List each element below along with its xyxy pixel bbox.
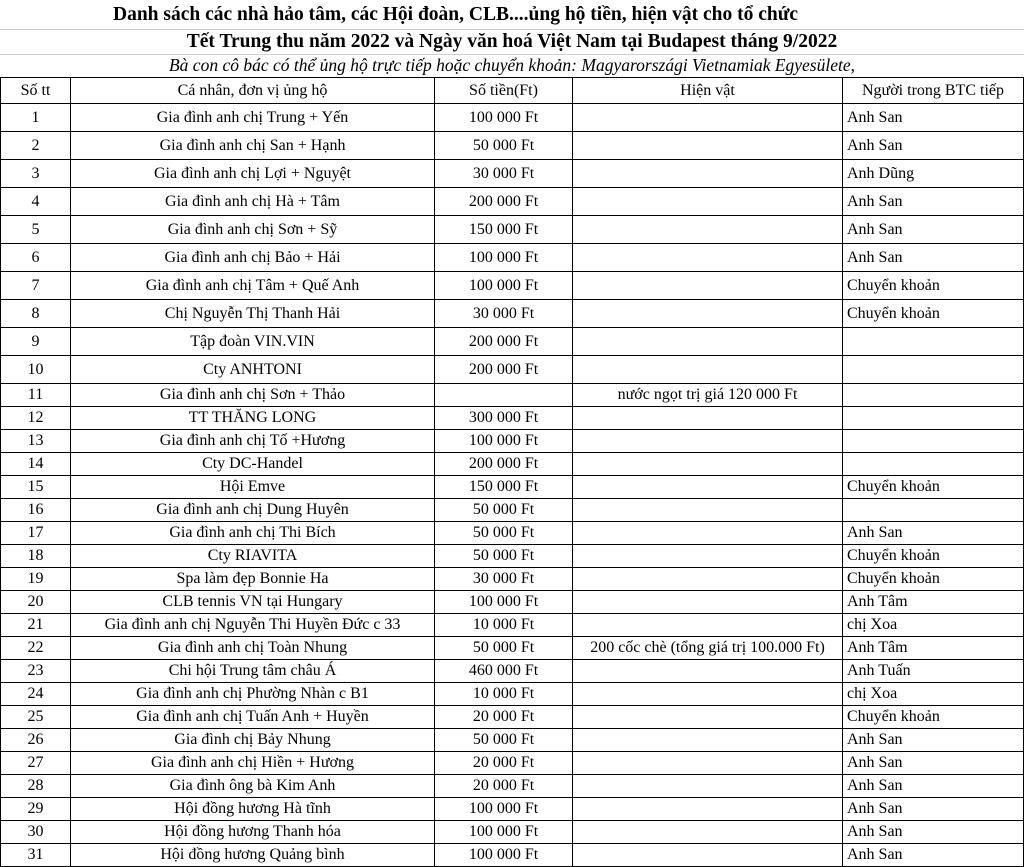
document-title: Danh sách các nhà hảo tâm, các Hội đoàn, CLB....ủng hộ tiền, hiện vật cho tổ chức [113, 4, 799, 25]
table-row [1, 328, 1024, 356]
cell-stt: 28 [1, 775, 71, 798]
table-row [1, 188, 1024, 216]
header-receiver: Người trong BTC tiếp [843, 78, 1024, 104]
cell-amount: 30 000 Ft [435, 300, 573, 328]
cell-stt: 2 [1, 132, 71, 160]
table-row [1, 775, 1024, 798]
cell-item [573, 132, 843, 160]
cell-stt: 18 [1, 545, 71, 568]
cell-amount: 50 000 Ft [435, 132, 573, 160]
table-header-row [1, 78, 1024, 104]
transfer-note: Bà con cô bác có thể ủng hộ trực tiếp hoặc chuyển khoản: Magyarországi Vietnamiak Egyesülete, [0, 54, 1024, 77]
cell-receiver: Anh San [843, 844, 1024, 867]
cell-item [573, 614, 843, 637]
cell-name: Hội đồng hương Thanh hóa [71, 821, 435, 844]
table-row [1, 798, 1024, 821]
cell-stt: 24 [1, 683, 71, 706]
cell-receiver: Anh San [843, 188, 1024, 216]
cell-amount: 50 000 Ft [435, 522, 573, 545]
cell-amount [435, 384, 573, 407]
cell-item [573, 356, 843, 384]
cell-amount: 100 000 Ft [435, 244, 573, 272]
cell-item [573, 798, 843, 821]
cell-name: Gia đình anh chị Nguyễn Thi Huyền Đức c 33 [71, 614, 435, 637]
cell-amount: 100 000 Ft [435, 272, 573, 300]
cell-amount: 50 000 Ft [435, 499, 573, 522]
cell-receiver: Anh San [843, 775, 1024, 798]
cell-stt: 29 [1, 798, 71, 821]
cell-amount: 10 000 Ft [435, 614, 573, 637]
cell-name: Gia đình anh chị San + Hạnh [71, 132, 435, 160]
cell-name: Gia đình anh chị Sơn + Sỹ [71, 216, 435, 244]
table-row [1, 844, 1024, 867]
cell-amount: 100 000 Ft [435, 430, 573, 453]
cell-amount: 150 000 Ft [435, 476, 573, 499]
cell-stt: 31 [1, 844, 71, 867]
cell-item [573, 844, 843, 867]
cell-amount: 50 000 Ft [435, 729, 573, 752]
table-row [1, 591, 1024, 614]
cell-receiver: Chuyển khoản [843, 568, 1024, 591]
cell-receiver: Anh San [843, 821, 1024, 844]
cell-amount: 200 000 Ft [435, 356, 573, 384]
cell-name: Gia đình anh chị Toàn Nhung [71, 637, 435, 660]
cell-stt: 22 [1, 637, 71, 660]
cell-amount: 300 000 Ft [435, 407, 573, 430]
cell-amount: 20 000 Ft [435, 752, 573, 775]
cell-receiver: Anh San [843, 522, 1024, 545]
cell-receiver [843, 499, 1024, 522]
cell-name: Gia đình anh chị Hà + Tâm [71, 188, 435, 216]
cell-receiver [843, 328, 1024, 356]
cell-item [573, 683, 843, 706]
cell-amount: 20 000 Ft [435, 775, 573, 798]
cell-receiver: Chuyển khoản [843, 272, 1024, 300]
table-row [1, 568, 1024, 591]
cell-stt: 14 [1, 453, 71, 476]
cell-name: Gia đình anh chị Bảo + Hải [71, 244, 435, 272]
cell-name: Gia đình anh chị Hiền + Hương [71, 752, 435, 775]
cell-name: Gia đình chị Bảy Nhung [71, 729, 435, 752]
cell-stt: 13 [1, 430, 71, 453]
cell-item [573, 216, 843, 244]
cell-item [573, 476, 843, 499]
cell-receiver [843, 407, 1024, 430]
cell-receiver: Anh Tâm [843, 637, 1024, 660]
cell-receiver: Anh San [843, 798, 1024, 821]
cell-item [573, 660, 843, 683]
table-row [1, 752, 1024, 775]
cell-name: Chi hội Trung tâm châu Á [71, 660, 435, 683]
cell-receiver: Anh San [843, 729, 1024, 752]
cell-receiver: Anh San [843, 132, 1024, 160]
cell-item: 200 cốc chè (tổng giá trị 100.000 Ft) [573, 637, 843, 660]
cell-name: Gia đình anh chị Dung Huyên [71, 499, 435, 522]
cell-item [573, 775, 843, 798]
cell-amount: 20 000 Ft [435, 706, 573, 729]
table-row [1, 683, 1024, 706]
table-row [1, 216, 1024, 244]
cell-amount: 100 000 Ft [435, 821, 573, 844]
cell-receiver: Chuyển khoản [843, 545, 1024, 568]
cell-name: Gia đình anh chị Sơn + Thảo [71, 384, 435, 407]
cell-stt: 12 [1, 407, 71, 430]
cell-stt: 8 [1, 300, 71, 328]
cell-name: Gia đình anh chị Tâm + Quế Anh [71, 272, 435, 300]
table-row [1, 614, 1024, 637]
cell-receiver [843, 453, 1024, 476]
cell-amount: 50 000 Ft [435, 637, 573, 660]
cell-stt: 20 [1, 591, 71, 614]
cell-name: Cty DC-Handel [71, 453, 435, 476]
cell-receiver: chị Xoa [843, 614, 1024, 637]
cell-stt: 25 [1, 706, 71, 729]
cell-item [573, 104, 843, 132]
cell-item [573, 407, 843, 430]
cell-amount: 10 000 Ft [435, 683, 573, 706]
header-name: Cá nhân, đơn vị ủng hộ [71, 78, 435, 104]
cell-receiver [843, 430, 1024, 453]
cell-amount: 30 000 Ft [435, 160, 573, 188]
cell-amount: 460 000 Ft [435, 660, 573, 683]
table-row [1, 499, 1024, 522]
cell-name: Spa làm đẹp Bonnie Ha [71, 568, 435, 591]
document-subtitle: Tết Trung thu năm 2022 và Ngày văn hoá Việt Nam tại Budapest tháng 9/2022 [0, 29, 1024, 54]
cell-name: Cty RIAVITA [71, 545, 435, 568]
cell-item [573, 160, 843, 188]
cell-stt: 16 [1, 499, 71, 522]
table-row [1, 407, 1024, 430]
cell-stt: 27 [1, 752, 71, 775]
cell-item [573, 706, 843, 729]
table-row [1, 356, 1024, 384]
table-row [1, 272, 1024, 300]
cell-stt: 17 [1, 522, 71, 545]
cell-item [573, 300, 843, 328]
table-row [1, 384, 1024, 407]
header-item: Hiện vật [573, 78, 843, 104]
cell-stt: 6 [1, 244, 71, 272]
cell-item [573, 522, 843, 545]
cell-stt: 26 [1, 729, 71, 752]
cell-amount: 200 000 Ft [435, 453, 573, 476]
donor-table [0, 77, 1024, 867]
cell-stt: 30 [1, 821, 71, 844]
table-row [1, 522, 1024, 545]
cell-name: CLB tennis VN tại Hungary [71, 591, 435, 614]
table-row [1, 545, 1024, 568]
cell-name: Gia đình anh chị Tố +Hương [71, 430, 435, 453]
cell-stt: 19 [1, 568, 71, 591]
cell-item [573, 499, 843, 522]
cell-stt: 1 [1, 104, 71, 132]
cell-amount: 100 000 Ft [435, 591, 573, 614]
cell-name: Tập đoàn VIN.VIN [71, 328, 435, 356]
cell-item [573, 188, 843, 216]
cell-amount: 150 000 Ft [435, 216, 573, 244]
table-row [1, 729, 1024, 752]
cell-item [573, 272, 843, 300]
cell-receiver: Anh San [843, 752, 1024, 775]
table-row [1, 706, 1024, 729]
cell-amount: 50 000 Ft [435, 545, 573, 568]
cell-receiver: Chuyển khoản [843, 300, 1024, 328]
cell-item [573, 591, 843, 614]
cell-name: Hội đồng hương Quảng bình [71, 844, 435, 867]
table-row [1, 430, 1024, 453]
cell-item [573, 729, 843, 752]
cell-item [573, 821, 843, 844]
header-stt: Số tt [1, 78, 71, 104]
table-row [1, 660, 1024, 683]
cell-name: TT THĂNG LONG [71, 407, 435, 430]
cell-amount: 30 000 Ft [435, 568, 573, 591]
header-amount: Số tiền(Ft) [435, 78, 573, 104]
cell-stt: 15 [1, 476, 71, 499]
cell-item [573, 430, 843, 453]
table-row [1, 300, 1024, 328]
cell-stt: 9 [1, 328, 71, 356]
table-row [1, 104, 1024, 132]
cell-item [573, 568, 843, 591]
cell-item: nước ngọt trị giá 120 000 Ft [573, 384, 843, 407]
cell-name: Gia đình anh chị Trung + Yến [71, 104, 435, 132]
cell-stt: 4 [1, 188, 71, 216]
cell-name: Hội Emve [71, 476, 435, 499]
table-row [1, 132, 1024, 160]
cell-item [573, 752, 843, 775]
cell-name: Hội đồng hương Hà tĩnh [71, 798, 435, 821]
cell-amount: 100 000 Ft [435, 798, 573, 821]
cell-receiver: chị Xoa [843, 683, 1024, 706]
cell-item [573, 545, 843, 568]
cell-stt: 21 [1, 614, 71, 637]
cell-amount: 100 000 Ft [435, 104, 573, 132]
cell-stt: 11 [1, 384, 71, 407]
table-row [1, 637, 1024, 660]
cell-name: Chị Nguyễn Thị Thanh Hải [71, 300, 435, 328]
cell-stt: 5 [1, 216, 71, 244]
cell-name: Gia đình anh chị Tuấn Anh + Huyền [71, 706, 435, 729]
cell-receiver: Anh Tâm [843, 591, 1024, 614]
cell-amount: 200 000 Ft [435, 188, 573, 216]
cell-amount: 200 000 Ft [435, 328, 573, 356]
cell-receiver [843, 356, 1024, 384]
cell-receiver: Chuyển khoản [843, 706, 1024, 729]
cell-name: Cty ANHTONI [71, 356, 435, 384]
cell-item [573, 244, 843, 272]
cell-receiver: Chuyển khoản [843, 476, 1024, 499]
cell-item [573, 453, 843, 476]
cell-name: Gia đình anh chị Lợi + Nguyệt [71, 160, 435, 188]
cell-receiver [843, 384, 1024, 407]
table-row [1, 453, 1024, 476]
cell-item [573, 328, 843, 356]
cell-name: Gia đình anh chị Phường Nhàn c B1 [71, 683, 435, 706]
cell-stt: 10 [1, 356, 71, 384]
cell-receiver: Anh San [843, 104, 1024, 132]
table-row [1, 244, 1024, 272]
table-row [1, 476, 1024, 499]
cell-receiver: Anh Dũng [843, 160, 1024, 188]
cell-receiver: Anh San [843, 216, 1024, 244]
cell-stt: 7 [1, 272, 71, 300]
table-row [1, 821, 1024, 844]
cell-name: Gia đình anh chị Thi Bích [71, 522, 435, 545]
table-row [1, 160, 1024, 188]
cell-name: Gia đình ông bà Kim Anh [71, 775, 435, 798]
cell-receiver: Anh San [843, 244, 1024, 272]
cell-stt: 3 [1, 160, 71, 188]
cell-amount: 100 000 Ft [435, 844, 573, 867]
cell-receiver: Anh Tuấn [843, 660, 1024, 683]
cell-stt: 23 [1, 660, 71, 683]
